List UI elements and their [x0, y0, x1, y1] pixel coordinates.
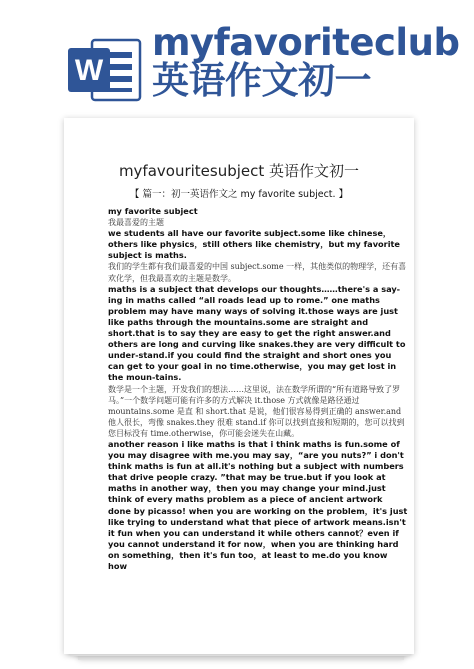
- english-paragraph: another reason i like maths is that i think maths is fun.some of you may disagree with me.you may say，“are you nuts?” i don't think maths is fun at all.it's nothing but a subject with numbers that drive people crazy. ”that may be true.but if you look at maths in another way，then you may change your mind.just think of every maths problem as a piece of ancient artwork done by picasso! when you are working on the problem，it's just like trying to understand what that piece of artwork means.isn't it fun when you can understand it while others cannot？even if you cannot understand it for now，when you are thinking hard on something，then it's fun too，at least to me.do you know how: [108, 438, 408, 571]
- word-icon: [66, 36, 142, 104]
- english-paragraph: we students all have our favorite subject.some like chinese，others like physics，still others like chemistry，but my favorite subject is maths.: [108, 228, 400, 261]
- document-page: [64, 118, 414, 654]
- banner: [0, 0, 474, 120]
- svg-text:W: W: [74, 54, 104, 87]
- chinese-translation-paragraph: 数学是一个主题，开发我们的想法……这里说，法在数学所谓的“所有道路导致了罗马。”一个数学问题可能有许多的方式解决 it.those 方式就像是路径通过 mountains.some 是直 和 short.that 是说，他们很容易得到正确的 answer.and 他人很长，弯像 snakes.they 很难 stand.if 你可以找到直接和短期的，您可以找到您目标没有 time.otherwise，你可能会迷失在山藏。: [108, 384, 405, 438]
- english-paragraph: maths is a subject that develops our thoughts……there's a say-ing in maths called “all roads lead up to rome.” one maths problem may have many ways of solving it.those ways are just like paths through the mountains.some are straight and short.that is to say they are easy to get the right answer.and others are long and curving like snakes.they are very difficult to under-stand.if you could find the straight and short ones you can get to your goal in no time.otherwise，you may get lost in the moun-tains.: [108, 283, 406, 383]
- chinese-translation-paragraph: 我们的学生都有我们最喜爱的中国 subject.some 一样，其他类似的物理学，还有喜欢化学，但我最喜欢的主题是数学。: [108, 262, 407, 283]
- document-body: [108, 206, 408, 572]
- document-title: myfavouritesubject 英语作文初一: [118, 162, 360, 180]
- english-paragraph: my favorite subject: [108, 206, 198, 216]
- chinese-translation-paragraph: 我最喜爱的主题: [108, 218, 164, 228]
- banner-title: myfavoriteclub英语作文初一: [152, 21, 460, 102]
- document-subtitle: 【 篇一：初一英语作文之 my favorite subject. 】: [129, 189, 349, 200]
